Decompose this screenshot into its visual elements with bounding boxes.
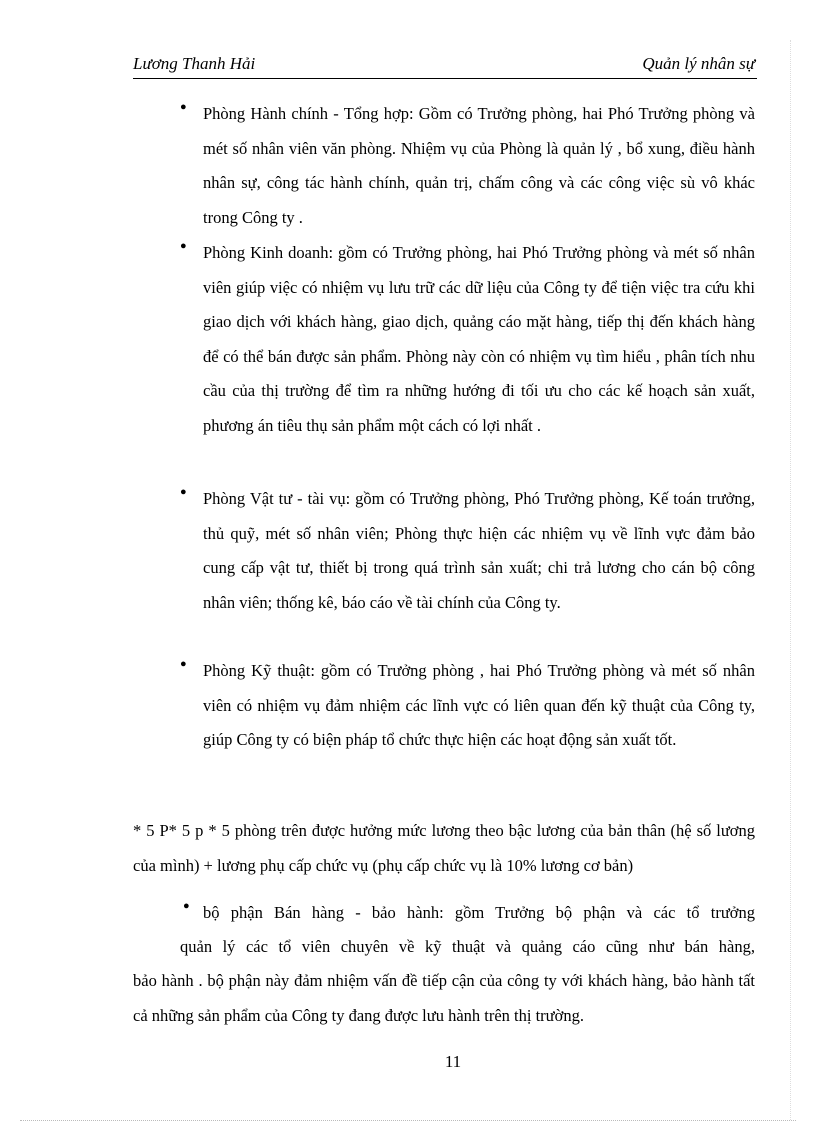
page-right-border — [790, 40, 791, 1120]
sales-bullet-line-2: quản lý các tổ viên chuyên về kỹ thuật và quảng cáo cũng như bán hàng, — [180, 937, 755, 956]
sales-bullet-line-1: bộ phận Bán hàng - bảo hành: gồm Trưởng bộ phận và các tổ trưởng — [203, 903, 755, 922]
bullet-icon: ● — [180, 240, 187, 252]
salary-paragraph: * 5 P* 5 p * 5 phòng trên được hưởng mức lương theo bậc lương của bản thân (hệ số lương của mình) + lương phụ cấp chức vụ (phụ cấp chức vụ là 10% lương cơ bản) — [133, 821, 755, 875]
bullet-paragraph-vat-tu: Phòng Vật tư - tài vụ: gồm có Trưởng phòng, Phó Trưởng phòng, Kế toán trưởng, thủ quỹ, mét số nhân viên; Phòng thực hiện các nhiệm vụ về lĩnh vực đảm bảo cung cấp vật tư, thiết bị trong quá trình sản xuất; chi trả lương cho cán bộ công nhân viên; thống kê, báo cáo về tài chính của Công ty. — [203, 489, 755, 612]
bullet-icon: ● — [183, 900, 190, 912]
bullet-paragraph-kinh-doanh: Phòng Kinh doanh: gồm có Trưởng phòng, hai Phó Trưởng phòng và mét số nhân viên giúp việc có nhiệm vụ lưu trữ các dữ liệu của Công ty để tiện việc tra cứu khi giao dịch với khách hàng, giao dịch, quảng cáo mặt hàng, tiếp thị đến khách hàng để có thể bán được sản phẩm. Phòng này còn có nhiệm vụ tìm hiểu , phân tích nhu cầu của thị trường để tìm ra những hướng đi tối ưu cho các kế hoạch sản xuất, phương án tiêu thụ sản phẩm một cách có lợi nhất . — [203, 243, 755, 435]
header-title: Quản lý nhân sự — [642, 54, 755, 73]
bullet-paragraph-ky-thuat: Phòng Kỹ thuật: gồm có Trưởng phòng , hai Phó Trưởng phòng và mét số nhân viên có nhiệm vụ đảm nhiệm các lĩnh vực có liên quan đến kỹ thuật của Công ty, giúp Công ty có biện pháp tổ chức thực hiện các hoạt động sản xuất tốt. — [203, 661, 755, 749]
page-bottom-border — [20, 1120, 796, 1121]
page-number: 11 — [444, 1052, 462, 1071]
page-header — [133, 52, 757, 79]
bullet-icon: ● — [180, 101, 187, 113]
bullet-paragraph-hanh-chinh: Phòng Hành chính - Tổng hợp: Gồm có Trưởng phòng, hai Phó Trưởng phòng và mét số nhân viên văn phòng. Nhiệm vụ của Phòng là quản lý , bổ xung, điều hành nhân sự, công tác hành chính, quản trị, chấm công và các công việc sù vô khác trong Công ty . — [203, 104, 755, 227]
bullet-icon: ● — [180, 486, 187, 498]
sales-bullet-rest: bảo hành . bộ phận này đảm nhiệm vấn đề tiếp cận của công ty với khách hàng, bảo hành tất cả những sản phẩm của Công ty đang được lưu hành trên thị trường. — [133, 971, 755, 1025]
bullet-icon: ● — [180, 658, 187, 670]
header-author: Lương Thanh Hải — [133, 54, 256, 73]
